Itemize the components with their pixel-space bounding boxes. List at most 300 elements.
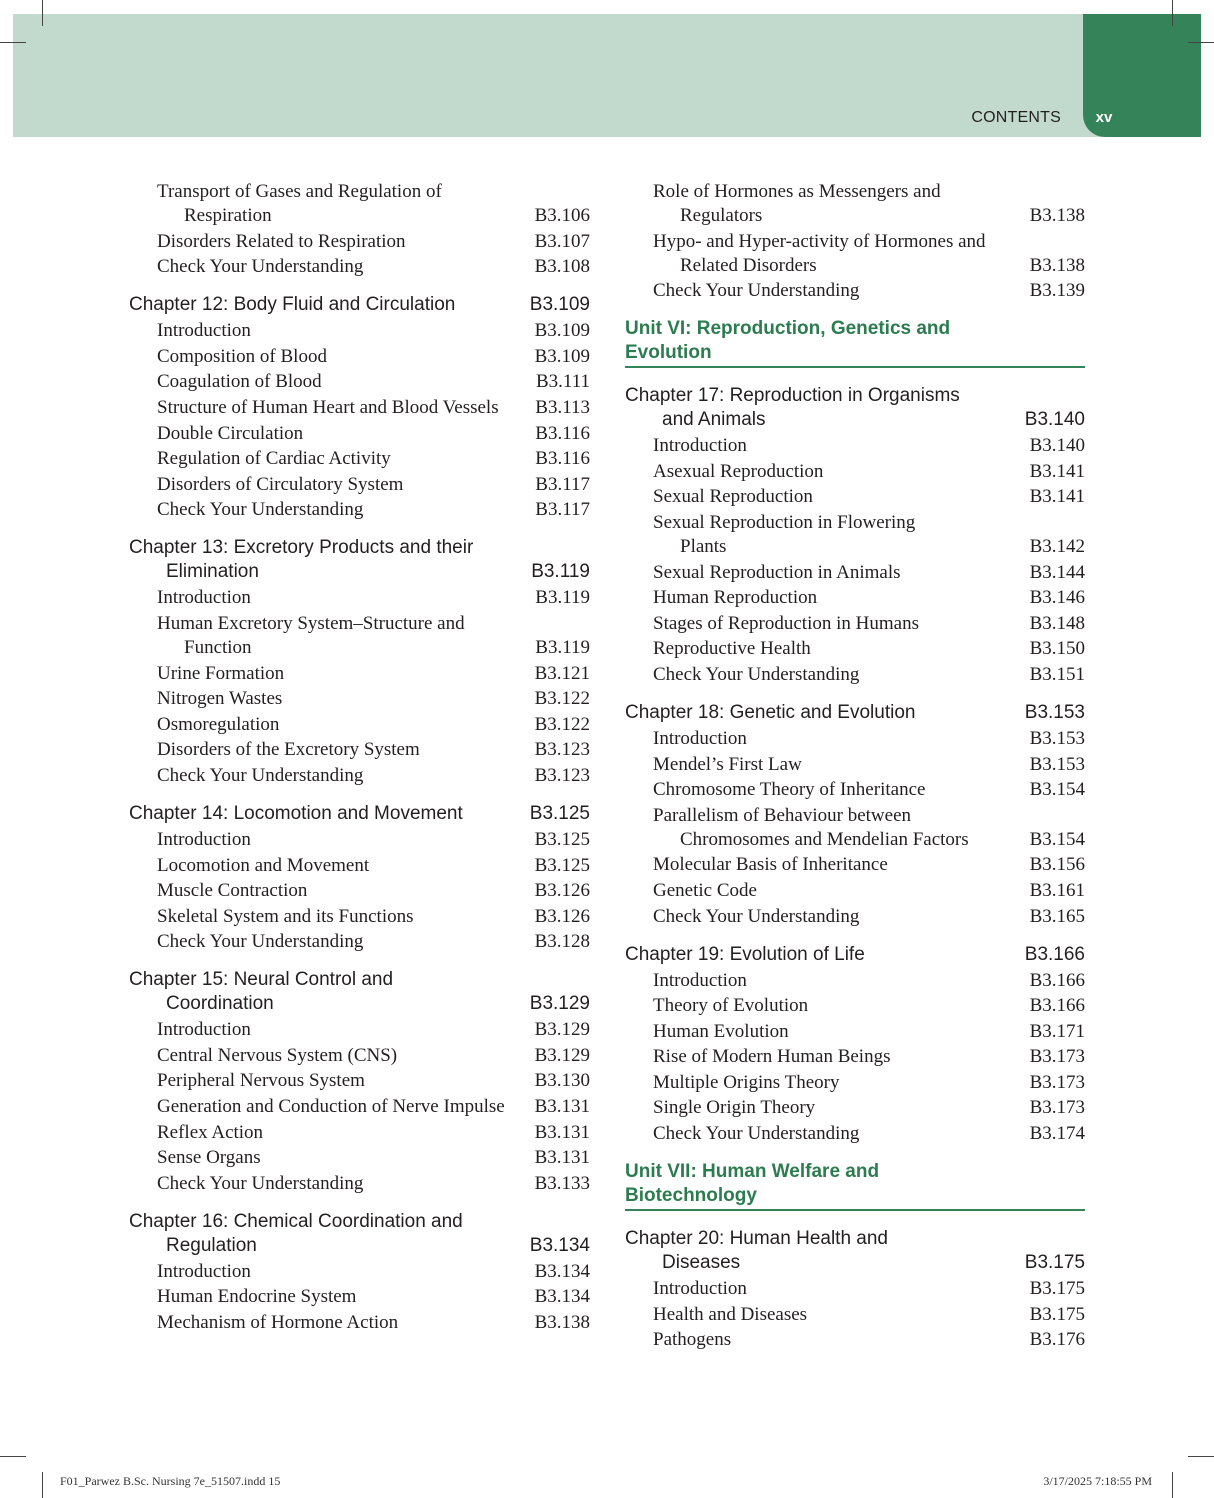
toc-entry-title-text: Disorders Related to Respiration bbox=[157, 230, 406, 252]
toc-entry-page: B3.150 bbox=[1029, 638, 1085, 660]
toc-entry[interactable] bbox=[129, 930, 590, 954]
toc-entry-title bbox=[653, 279, 1030, 303]
toc-entry-title-continuation: Chromosomes and Mendelian Factors bbox=[680, 828, 969, 850]
toc-entry-title bbox=[157, 396, 535, 420]
chapter-heading[interactable] bbox=[129, 293, 590, 317]
toc-entry[interactable] bbox=[625, 586, 1085, 610]
toc-entry-title bbox=[653, 1277, 1030, 1301]
toc-entry-title bbox=[157, 828, 535, 852]
toc-entry-title-text: Human Endocrine System bbox=[157, 1286, 357, 1308]
toc-entry[interactable] bbox=[129, 396, 590, 420]
chapter-page: B3.109 bbox=[529, 294, 590, 316]
toc-entry-page: B3.131 bbox=[534, 1121, 590, 1143]
unit-heading bbox=[625, 1160, 1085, 1211]
toc-entry-title-text: Check Your Understanding bbox=[157, 256, 364, 278]
toc-entry-page: B3.134 bbox=[534, 1260, 590, 1282]
toc-entry-page: B3.141 bbox=[1029, 486, 1085, 508]
toc-entry-page: B3.166 bbox=[1029, 969, 1085, 991]
toc-entry-title bbox=[157, 612, 535, 660]
toc-entry-title-text: Sense Organs bbox=[157, 1147, 261, 1169]
toc-entry[interactable] bbox=[625, 1328, 1085, 1352]
chapter-block bbox=[625, 384, 1085, 687]
unit-heading-continuation: Evolution bbox=[625, 342, 712, 364]
chapter-title-text: Chapter 16: Chemical Coordination and bbox=[129, 1210, 463, 1232]
toc-entry-title-text: Pathogens bbox=[653, 1329, 732, 1351]
toc-entry-page: B3.117 bbox=[535, 499, 590, 521]
toc-right-column bbox=[625, 180, 1085, 1366]
chapter-title bbox=[129, 968, 530, 1016]
toc-entry-title-text: Human Excretory System–Structure and bbox=[157, 612, 465, 634]
toc-entry-title bbox=[157, 180, 535, 228]
chapter-heading[interactable] bbox=[625, 943, 1085, 967]
toc-entry[interactable] bbox=[625, 180, 1085, 228]
toc-entry-title-text: Hypo- and Hyper-activity of Hormones and bbox=[653, 230, 986, 252]
toc-entry-title bbox=[653, 1096, 1030, 1120]
chapter-heading[interactable] bbox=[129, 1210, 590, 1258]
toc-entry-title bbox=[157, 1172, 535, 1196]
chapter-title-text: Chapter 17: Reproduction in Organisms bbox=[625, 385, 960, 407]
chapter-title-continuation: and Animals bbox=[662, 409, 766, 431]
toc-entry-title-text: Role of Hormones as Messengers and bbox=[653, 181, 941, 202]
entry-block bbox=[625, 180, 1085, 303]
toc-entry-title bbox=[157, 230, 535, 254]
toc-entry[interactable] bbox=[129, 498, 590, 522]
toc-entry-title bbox=[653, 485, 1030, 509]
toc-entry[interactable] bbox=[129, 854, 590, 878]
toc-entry[interactable] bbox=[625, 778, 1085, 802]
toc-entry-title bbox=[157, 345, 535, 369]
toc-entry-title-text: Central Nervous System (CNS) bbox=[157, 1044, 398, 1066]
toc-entry-title-text: Check Your Understanding bbox=[653, 1123, 860, 1145]
toc-entry[interactable] bbox=[129, 764, 590, 788]
toc-entry-title bbox=[157, 905, 535, 929]
toc-entry[interactable] bbox=[625, 994, 1085, 1018]
toc-entry[interactable] bbox=[625, 279, 1085, 303]
toc-entry-page: B3.121 bbox=[534, 662, 590, 684]
toc-entry-title-text: Theory of Evolution bbox=[653, 995, 809, 1017]
toc-entry[interactable] bbox=[129, 879, 590, 903]
toc-entry[interactable] bbox=[625, 663, 1085, 687]
toc-entry-title bbox=[653, 1328, 1030, 1352]
toc-entry[interactable] bbox=[625, 969, 1085, 993]
toc-entry[interactable] bbox=[129, 370, 590, 394]
toc-entry-title-text: Sexual Reproduction bbox=[653, 486, 813, 508]
toc-entry-page: B3.176 bbox=[1029, 1329, 1085, 1351]
toc-entry-title-text: Reflex Action bbox=[157, 1121, 264, 1143]
toc-entry-page: B3.129 bbox=[534, 1019, 590, 1041]
toc-entry-page: B3.142 bbox=[1029, 535, 1085, 557]
toc-entry-title-text: Sexual Reproduction in Flowering bbox=[653, 511, 916, 533]
chapter-title bbox=[625, 1227, 1025, 1275]
chapter-block bbox=[625, 701, 1085, 929]
toc-entry-title bbox=[157, 687, 535, 711]
toc-entry-title bbox=[653, 905, 1030, 929]
toc-entry-title bbox=[157, 1311, 535, 1335]
toc-entry-title-text: Disorders of Circulatory System bbox=[157, 473, 404, 495]
toc-entry[interactable] bbox=[129, 230, 590, 254]
toc-entry-title-text: Parallelism of Behaviour between bbox=[653, 804, 912, 826]
toc-entry-page: B3.122 bbox=[534, 713, 590, 735]
chapter-title-continuation: Coordination bbox=[166, 993, 274, 1015]
toc-entry-page: B3.108 bbox=[534, 256, 590, 278]
chapter-heading[interactable] bbox=[625, 384, 1085, 432]
toc-entry-title bbox=[157, 1095, 535, 1119]
chapter-heading[interactable] bbox=[129, 802, 590, 826]
unit-heading-text: Unit VI: Reproduction, Genetics and bbox=[625, 318, 951, 340]
toc-entry[interactable] bbox=[625, 1303, 1085, 1327]
toc-entry-title-text: Stages of Reproduction in Humans bbox=[653, 612, 919, 634]
toc-entry-page: B3.146 bbox=[1029, 587, 1085, 609]
toc-entry-title bbox=[653, 1045, 1030, 1069]
toc-entry[interactable] bbox=[129, 612, 590, 660]
toc-entry-title-text: Generation and Conduction of Nerve Impulse bbox=[157, 1096, 505, 1118]
toc-entry-page: B3.125 bbox=[534, 854, 590, 876]
toc-entry-title-text: Single Origin Theory bbox=[653, 1097, 816, 1119]
toc-entry[interactable] bbox=[129, 687, 590, 711]
unit-heading-text: Unit VII: Human Welfare and bbox=[625, 1161, 880, 1183]
toc-entry-title bbox=[653, 853, 1030, 877]
chapter-title bbox=[129, 802, 530, 826]
toc-entry-title-text: Health and Diseases bbox=[653, 1303, 808, 1325]
chapter-title-text: Chapter 13: Excretory Products and their bbox=[129, 537, 474, 559]
toc-entry[interactable] bbox=[625, 853, 1085, 877]
chapter-heading[interactable] bbox=[625, 1227, 1085, 1275]
toc-entry[interactable] bbox=[625, 1045, 1085, 1069]
toc-entry-title-text: Asexual Reproduction bbox=[653, 460, 824, 482]
toc-entry-title-text: Introduction bbox=[653, 969, 747, 991]
toc-entry-title-continuation: Related Disorders bbox=[680, 254, 817, 276]
toc-entry[interactable] bbox=[129, 1260, 590, 1284]
toc-entry-page: B3.148 bbox=[1029, 612, 1085, 634]
toc-entry-page: B3.119 bbox=[535, 587, 590, 609]
toc-entry-page: B3.131 bbox=[534, 1147, 590, 1169]
toc-entry-title-text: Introduction bbox=[157, 320, 251, 342]
toc-entry-page: B3.154 bbox=[1029, 779, 1085, 801]
toc-entry-page: B3.113 bbox=[535, 396, 590, 418]
running-head: CONTENTS bbox=[971, 109, 1061, 126]
toc-entry-title-text: Double Circulation bbox=[157, 422, 304, 444]
toc-entry-page: B3.138 bbox=[1029, 254, 1085, 276]
toc-entry-title-text: Composition of Blood bbox=[157, 345, 327, 367]
toc-entry-title-text: Reproductive Health bbox=[653, 638, 811, 660]
entry-block bbox=[129, 180, 590, 279]
toc-entry-page: B3.171 bbox=[1029, 1020, 1085, 1042]
toc-entry[interactable] bbox=[129, 473, 590, 497]
toc-entry[interactable] bbox=[625, 561, 1085, 585]
toc-entry-title-text: Introduction bbox=[157, 587, 251, 609]
crop-mark bbox=[42, 0, 43, 26]
toc-entry[interactable] bbox=[129, 1146, 590, 1170]
toc-entry-title bbox=[157, 930, 535, 954]
toc-entry-title-text: Muscle Contraction bbox=[157, 880, 308, 902]
toc-entry[interactable] bbox=[625, 485, 1085, 509]
toc-entry[interactable] bbox=[625, 511, 1085, 559]
toc-entry-page: B3.139 bbox=[1029, 280, 1085, 302]
toc-entry-title bbox=[157, 1044, 535, 1068]
unit-heading bbox=[625, 317, 1085, 368]
toc-entry[interactable] bbox=[129, 1311, 590, 1335]
chapter-page: B3.140 bbox=[1024, 409, 1085, 431]
toc-entry-page: B3.138 bbox=[534, 1312, 590, 1334]
toc-entry-page: B3.175 bbox=[1029, 1278, 1085, 1300]
toc-entry-page: B3.175 bbox=[1029, 1303, 1085, 1325]
footer-file-name: F01_Parwez B.Sc. Nursing 7e_51507.indd 15 bbox=[60, 1474, 281, 1488]
crop-mark bbox=[0, 1456, 26, 1457]
toc-entry-page: B3.131 bbox=[534, 1096, 590, 1118]
toc-entry[interactable] bbox=[129, 447, 590, 471]
toc-entry-title bbox=[653, 637, 1030, 661]
toc-entry-title-text: Introduction bbox=[157, 1260, 251, 1282]
toc-entry-page: B3.126 bbox=[534, 905, 590, 927]
toc-entry-title-text: Introduction bbox=[653, 1278, 747, 1300]
toc-entry-title bbox=[653, 727, 1030, 751]
toc-entry-title bbox=[157, 1285, 535, 1309]
toc-entry-title bbox=[653, 180, 1030, 228]
toc-entry-page: B3.174 bbox=[1029, 1123, 1085, 1145]
toc-entry[interactable] bbox=[625, 804, 1085, 852]
toc-entry[interactable] bbox=[129, 255, 590, 279]
toc-left-column bbox=[129, 180, 590, 1349]
chapter-heading[interactable] bbox=[129, 968, 590, 1016]
toc-entry[interactable] bbox=[129, 1044, 590, 1068]
toc-entry[interactable] bbox=[129, 1121, 590, 1145]
toc-entry-title bbox=[157, 1146, 535, 1170]
toc-entry-title-text: Introduction bbox=[653, 727, 747, 749]
toc-entry[interactable] bbox=[625, 1122, 1085, 1146]
chapter-title-text: Chapter 18: Genetic and Evolution bbox=[625, 701, 916, 723]
toc-entry-title bbox=[653, 434, 1030, 458]
chapter-heading[interactable] bbox=[625, 701, 1085, 725]
toc-entry-page: B3.173 bbox=[1029, 1071, 1085, 1093]
crop-mark bbox=[1172, 0, 1173, 26]
toc-entry[interactable] bbox=[129, 345, 590, 369]
crop-mark bbox=[1188, 42, 1214, 43]
toc-entry-page: B3.116 bbox=[535, 448, 590, 470]
toc-entry-page: B3.138 bbox=[1029, 205, 1085, 226]
toc-entry[interactable] bbox=[129, 713, 590, 737]
toc-entry-title bbox=[157, 422, 535, 446]
toc-entry-title bbox=[157, 447, 535, 471]
chapter-title-text: Chapter 19: Evolution of Life bbox=[625, 943, 865, 965]
toc-entry-title-text: Nitrogen Wastes bbox=[157, 688, 283, 710]
toc-entry[interactable] bbox=[625, 434, 1085, 458]
toc-entry-title-text: Rise of Modern Human Beings bbox=[653, 1046, 891, 1068]
toc-entry-title-text: Introduction bbox=[157, 828, 251, 850]
toc-entry-page: B3.154 bbox=[1029, 828, 1085, 850]
toc-entry-page: B3.106 bbox=[534, 205, 590, 226]
toc-entry-title-continuation: Respiration bbox=[184, 205, 272, 226]
toc-entry-title-text: Mendel’s First Law bbox=[653, 753, 802, 775]
toc-entry-title-text: Coagulation of Blood bbox=[157, 371, 322, 393]
toc-entry-title-text: Mechanism of Hormone Action bbox=[157, 1312, 399, 1334]
toc-entry-title bbox=[157, 498, 535, 522]
toc-entry-page: B3.123 bbox=[534, 764, 590, 786]
toc-entry-title-text: Check Your Understanding bbox=[653, 905, 860, 927]
toc-entry-title-text: Human Evolution bbox=[653, 1020, 789, 1042]
unit-heading-continuation: Biotechnology bbox=[625, 1185, 757, 1207]
chapter-title bbox=[129, 293, 530, 317]
toc-entry-title-text: Chromosome Theory of Inheritance bbox=[653, 779, 926, 801]
toc-entry-title-text: Human Reproduction bbox=[653, 587, 818, 609]
toc-entry-title-continuation: Plants bbox=[680, 535, 727, 557]
toc-entry[interactable] bbox=[625, 905, 1085, 929]
toc-entry-title bbox=[157, 854, 535, 878]
toc-entry-title-text: Check Your Understanding bbox=[653, 280, 860, 302]
toc-entry-title bbox=[653, 1303, 1030, 1327]
toc-entry[interactable] bbox=[129, 905, 590, 929]
toc-entry-title-text: Check Your Understanding bbox=[653, 663, 860, 685]
toc-entry[interactable] bbox=[625, 879, 1085, 903]
toc-entry-title-text: Locomotion and Movement bbox=[157, 854, 370, 876]
toc-entry[interactable] bbox=[129, 1285, 590, 1309]
toc-entry[interactable] bbox=[625, 637, 1085, 661]
chapter-title bbox=[625, 943, 1025, 967]
chapter-page: B3.134 bbox=[529, 1234, 590, 1256]
chapter-title bbox=[129, 1210, 530, 1258]
toc-entry-title bbox=[157, 586, 535, 610]
toc-entry-title-text: Structure of Human Heart and Blood Vessels bbox=[157, 396, 499, 418]
chapter-block bbox=[129, 293, 590, 522]
toc-entry-title-text: Molecular Basis of Inheritance bbox=[653, 854, 888, 876]
toc-entry[interactable] bbox=[129, 1018, 590, 1042]
toc-entry-page: B3.109 bbox=[534, 320, 590, 342]
toc-entry-page: B3.173 bbox=[1029, 1097, 1085, 1119]
chapter-title-text: Chapter 20: Human Health and bbox=[625, 1228, 888, 1250]
toc-entry-page: B3.125 bbox=[534, 828, 590, 850]
toc-entry-title bbox=[157, 473, 535, 497]
toc-entry-page: B3.123 bbox=[534, 739, 590, 761]
chapter-block bbox=[129, 968, 590, 1196]
toc-entry-title bbox=[653, 230, 1030, 278]
toc-entry-title bbox=[157, 764, 535, 788]
chapter-title bbox=[129, 536, 531, 584]
toc-entry-page: B3.126 bbox=[534, 880, 590, 902]
toc-entry-title-text: Introduction bbox=[157, 1019, 251, 1041]
toc-entry[interactable] bbox=[625, 1277, 1085, 1301]
toc-entry-page: B3.144 bbox=[1029, 561, 1085, 583]
toc-entry-page: B3.130 bbox=[534, 1070, 590, 1092]
toc-entry-title bbox=[653, 753, 1030, 777]
chapter-title-continuation: Elimination bbox=[166, 561, 259, 583]
toc-entry-title-text: Check Your Understanding bbox=[157, 499, 364, 521]
chapter-title-continuation: Diseases bbox=[662, 1252, 741, 1274]
chapter-page: B3.166 bbox=[1024, 943, 1085, 965]
chapter-title-text: Chapter 14: Locomotion and Movement bbox=[129, 802, 463, 824]
toc-entry-title-text: Skeletal System and its Functions bbox=[157, 905, 414, 927]
chapter-block bbox=[129, 536, 590, 788]
toc-entry-title-text: Sexual Reproduction in Animals bbox=[653, 561, 901, 583]
toc-entry[interactable] bbox=[129, 1095, 590, 1119]
toc-entry[interactable] bbox=[625, 230, 1085, 278]
toc-entry-title bbox=[653, 1122, 1030, 1146]
toc-entry-page: B3.129 bbox=[534, 1044, 590, 1066]
toc-entry-title bbox=[653, 969, 1030, 993]
toc-entry-title-text: Disorders of the Excretory System bbox=[157, 739, 420, 761]
toc-entry-title bbox=[157, 879, 535, 903]
chapter-heading[interactable] bbox=[129, 536, 590, 584]
toc-entry-page: B3.166 bbox=[1029, 995, 1085, 1017]
toc-entry-page: B3.117 bbox=[535, 473, 590, 495]
toc-entry-title bbox=[653, 460, 1030, 484]
toc-entry-title-text: Regulation of Cardiac Activity bbox=[157, 448, 391, 470]
chapter-page: B3.129 bbox=[529, 993, 590, 1015]
toc-entry-title-text: Check Your Understanding bbox=[157, 1172, 364, 1194]
toc-entry[interactable] bbox=[625, 1020, 1085, 1044]
toc-entry-title-text: Genetic Code bbox=[653, 879, 757, 901]
footer-timestamp: 3/17/2025 7:18:55 PM bbox=[1043, 1474, 1152, 1488]
toc-entry[interactable] bbox=[129, 319, 590, 343]
toc-entry-title bbox=[157, 1018, 535, 1042]
chapter-title-text: Chapter 12: Body Fluid and Circulation bbox=[129, 294, 456, 316]
toc-entry-page: B3.156 bbox=[1029, 854, 1085, 876]
toc-entry-title bbox=[653, 612, 1030, 636]
toc-entry-title bbox=[653, 561, 1030, 585]
toc-entry[interactable] bbox=[129, 180, 590, 228]
toc-entry-title bbox=[653, 511, 1030, 559]
toc-entry[interactable] bbox=[625, 460, 1085, 484]
toc-entry[interactable] bbox=[625, 1071, 1085, 1095]
toc-entry-page: B3.111 bbox=[535, 371, 590, 393]
chapter-page: B3.125 bbox=[529, 802, 590, 824]
chapter-title bbox=[625, 384, 1025, 432]
toc-entry[interactable] bbox=[129, 662, 590, 686]
toc-entry-title-text: Osmoregulation bbox=[157, 713, 280, 735]
chapter-block bbox=[129, 1210, 590, 1335]
toc-entry[interactable] bbox=[129, 1069, 590, 1093]
toc-entry-page: B3.161 bbox=[1029, 879, 1085, 901]
toc-entry-page: B3.128 bbox=[534, 931, 590, 953]
toc-entry[interactable] bbox=[129, 586, 590, 610]
toc-entry-page: B3.151 bbox=[1029, 663, 1085, 685]
toc-entry[interactable] bbox=[129, 828, 590, 852]
toc-entry-title bbox=[157, 255, 535, 279]
toc-entry-title-text: Urine Formation bbox=[157, 662, 285, 684]
toc-entry-title bbox=[653, 804, 1030, 852]
toc-entry-title bbox=[653, 1071, 1030, 1095]
toc-entry-page: B3.116 bbox=[535, 422, 590, 444]
toc-entry-title bbox=[157, 662, 535, 686]
chapter-title bbox=[625, 701, 1025, 725]
toc-entry-title-text: Check Your Understanding bbox=[157, 931, 364, 953]
toc-entry-page: B3.107 bbox=[534, 230, 590, 252]
toc-entry-page: B3.140 bbox=[1029, 435, 1085, 457]
crop-mark bbox=[0, 42, 26, 43]
toc-entry-title bbox=[157, 1260, 535, 1284]
toc-entry[interactable] bbox=[625, 612, 1085, 636]
toc-entry[interactable] bbox=[129, 1172, 590, 1196]
toc-entry-title bbox=[653, 994, 1030, 1018]
toc-entry-title-continuation: Regulators bbox=[680, 205, 763, 226]
chapter-block bbox=[625, 943, 1085, 1147]
chapter-page: B3.153 bbox=[1024, 701, 1085, 723]
toc-entry-title bbox=[157, 713, 535, 737]
chapter-title-continuation: Regulation bbox=[166, 1234, 257, 1256]
toc-entry[interactable] bbox=[625, 727, 1085, 751]
toc-entry[interactable] bbox=[625, 753, 1085, 777]
toc-entry[interactable] bbox=[129, 422, 590, 446]
toc-entry-page: B3.134 bbox=[534, 1286, 590, 1308]
toc-entry-title-text: Multiple Origins Theory bbox=[653, 1071, 840, 1093]
crop-mark bbox=[42, 1472, 43, 1498]
toc-entry-page: B3.109 bbox=[534, 345, 590, 367]
page-number: xv bbox=[1095, 109, 1113, 126]
toc-entry[interactable] bbox=[129, 738, 590, 762]
toc-entry-title bbox=[157, 370, 536, 394]
toc-entry-title bbox=[653, 663, 1030, 687]
toc-entry[interactable] bbox=[625, 1096, 1085, 1120]
toc-entry-title bbox=[157, 319, 535, 343]
crop-mark bbox=[1188, 1456, 1214, 1457]
